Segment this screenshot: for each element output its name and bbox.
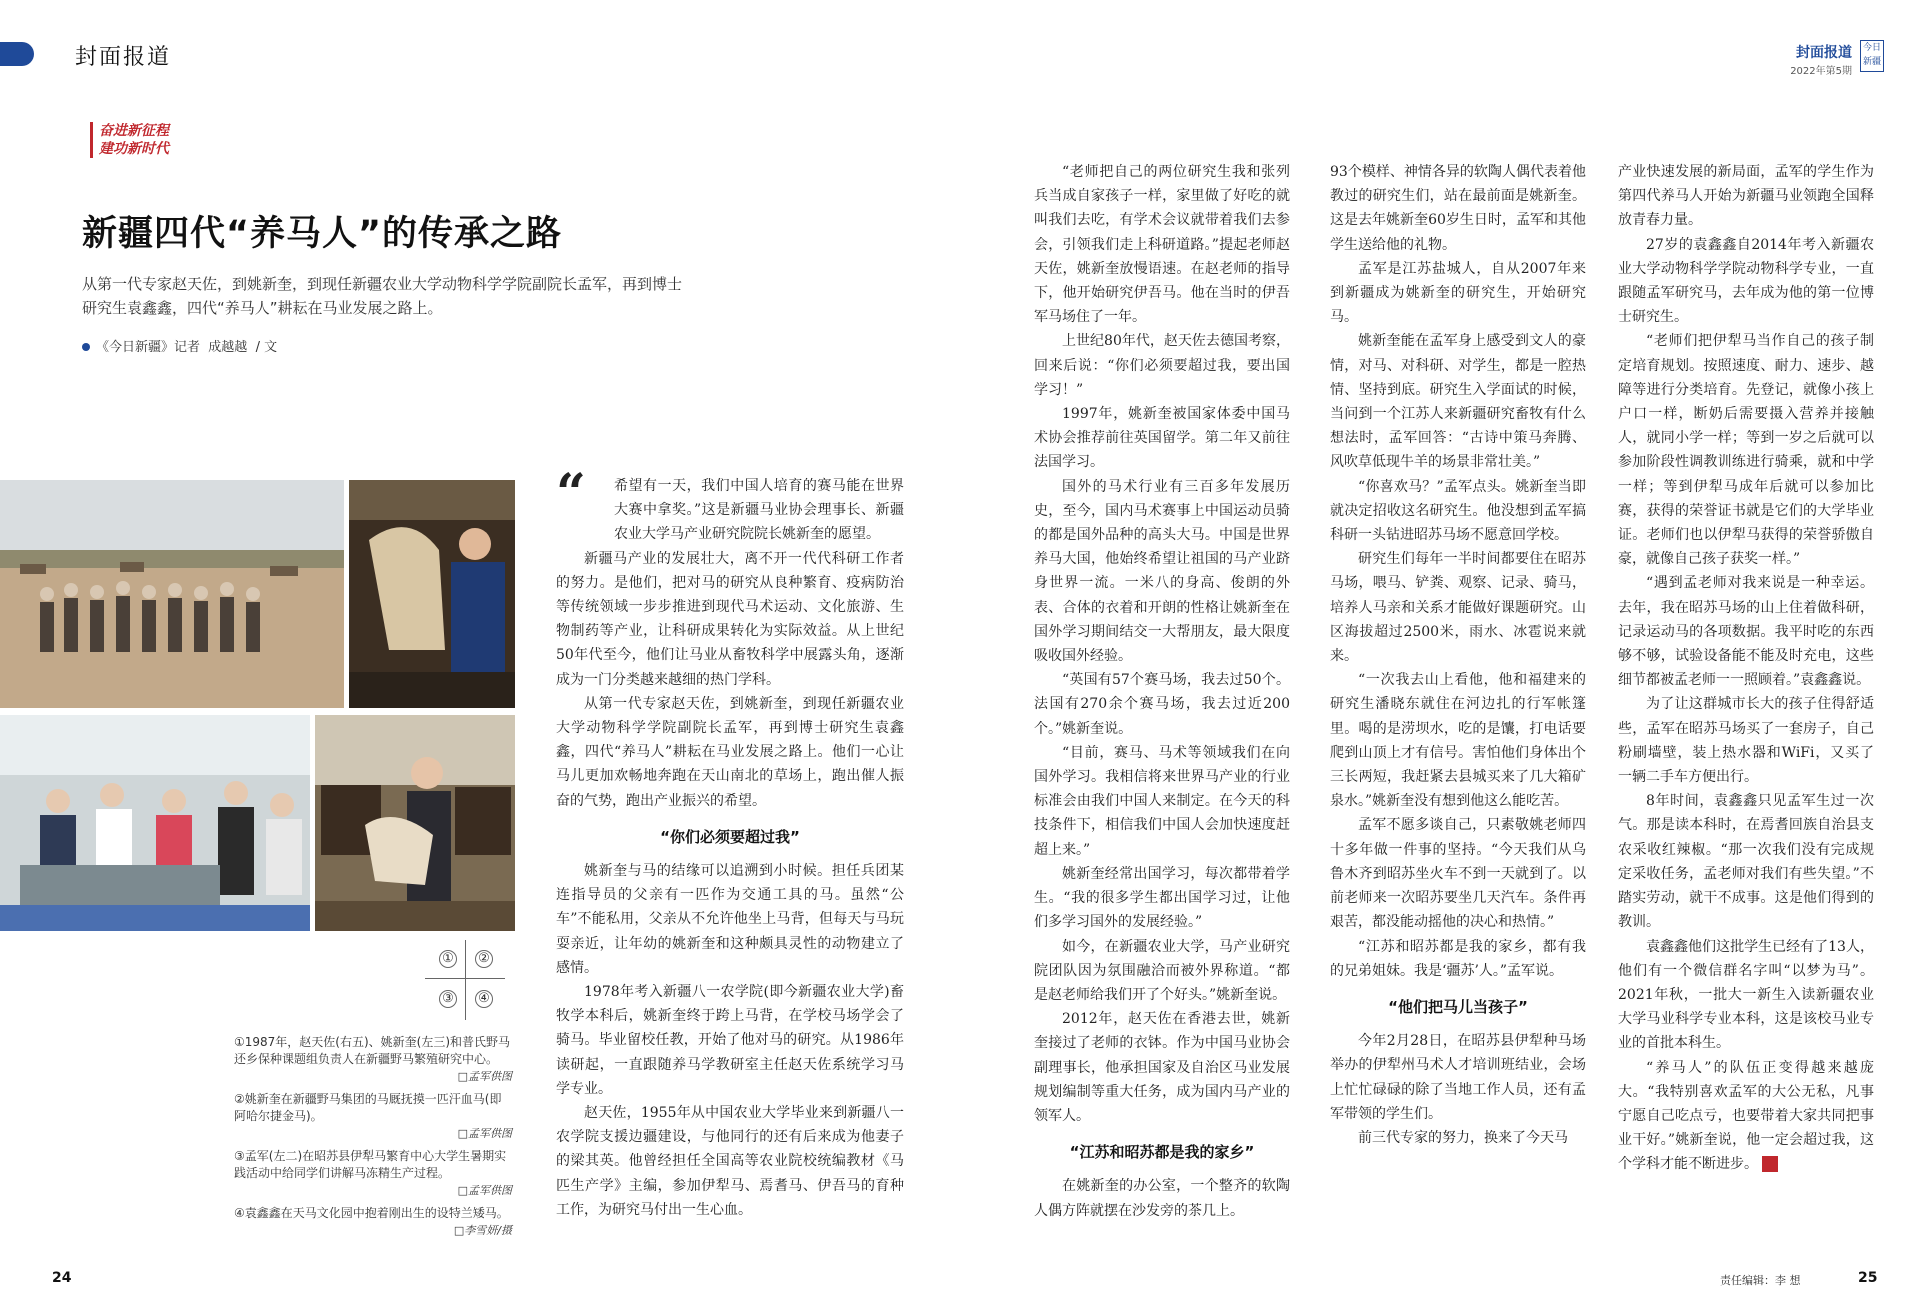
paragraph: 上世纪80年代，赵天佐去德国考察，回来后说：“你们必须要超过我，要出国学习！”: [1034, 333, 1290, 398]
caption-2-text: ②姚新奎在新疆野马集团的马厩抚摸一匹汗血马(即阿哈尔捷金马)。: [234, 1092, 502, 1123]
paragraph: 在姚新奎的办公室，一个整齐的软陶人偶方阵就摆在沙发旁的茶几上。: [1034, 1178, 1290, 1219]
caption-4-text: ④袁鑫鑫在天马文化园中抱着刚出生的设特兰矮马。: [234, 1206, 509, 1220]
photo-key: [425, 940, 505, 1020]
running-header-title: 封面报道: [1796, 45, 1852, 61]
paragraph: “目前，赛马、马术等领域我们在向国外学习。我相信将来世界马产业的行业标准会由我们中国人来制定。在今天的科技条件下，相信我们中国人会加快速度赶超上来。”: [1034, 744, 1290, 858]
byline-source: 《今日新疆》记者: [96, 340, 201, 355]
editor-credit: 责任编辑：李 想: [1720, 1274, 1801, 1287]
paragraph: 希望有一天，我们中国人培育的赛马能在世界大赛中拿奖。”这是新疆马业协会理事长、新疆农业大学马产业研究院院长姚新奎的愿望。: [614, 478, 904, 543]
paragraph: 孟军不愿多谈自己，只素敬姚老师四十多年做一件事的坚持。“今天我们从乌鲁木齐到昭苏坐火车不到一天就到了。以前老师来一次昭苏要坐几天汽车。条件再艰苦，都没能动摇他的决心和热情。”: [1330, 817, 1586, 931]
caption-1: [234, 1034, 512, 1085]
magazine-logo: 今日新疆: [1860, 40, 1884, 72]
page-number-left: 24: [52, 1270, 72, 1286]
paragraph: “一次我去山上看他，他和福建来的研究生潘晓东就住在河边扎的行军帐篷里。喝的是涝坝水，吃的是馕，打电话要爬到山顶上才有信号。害怕他们身体出个三长两短，我赶紧去县城买来了几大箱矿泉水。”姚新奎没有想到他这么能吃苦。: [1330, 672, 1586, 810]
bullet-icon: [82, 343, 90, 351]
subheading: “他们把马儿当孩子”: [1388, 997, 1528, 1016]
paragraph: “老师把自己的两位研究生我和张列兵当成自家孩子一样，家里做了好吃的就叫我们去吃，有学术会议就带着我们去参会，引领我们走上科研道路。”提起老师赵天佐，姚新奎放慢语速。在赵老师的指导下，他开始研究伊吾马。他在当时的伊吾军马场住了一年。: [1034, 164, 1290, 326]
paragraph: “英国有57个赛马场，我去过50个。法国有270余个赛马场，我去过近200个。”姚新奎说。: [1034, 672, 1290, 737]
article-lede: 从第一代专家赵天佐，到姚新奎，到现任新疆农业大学动物科学学院副院长孟军，再到博士研究生袁鑫鑫，四代“养马人”耕耘在马业发展之路上。: [82, 275, 683, 317]
section-marker: [0, 42, 34, 66]
slogan-line-1: 奋进新征程: [99, 123, 169, 139]
subheading: “江苏和昭苏都是我的家乡”: [1069, 1143, 1255, 1162]
subheading: “你们必须要超过我”: [660, 827, 800, 846]
paragraph: 前三代专家的努力，换来了今天马: [1358, 1129, 1568, 1146]
paragraph: 1997年，姚新奎被国家体委中国马术协会推荐前往英国留学。第二年又前往法国学习。: [1034, 406, 1290, 471]
paragraph: 93个模样、神情各异的软陶人偶代表着他教过的研究生们，站在最前面是姚新奎。这是去年姚新奎60岁生日时，孟军和其他学生送给他的礼物。: [1330, 164, 1586, 253]
paragraph-text: “养马人”的队伍正变得越来越庞大。“我特别喜欢孟军的大公无私，凡事宁愿自己吃点亏，也要带着大家共同把事业干好。”姚新奎说，他一定会超过我，这个学科才能不断进步。: [1618, 1059, 1874, 1173]
section-title: 封面报道: [75, 45, 172, 70]
key-2: ②: [475, 950, 493, 968]
byline-suffix: / 文: [255, 340, 278, 355]
caption-4-credit: □李雪妍/摄: [453, 1224, 512, 1237]
slogan-line-2: 建功新时代: [99, 141, 169, 157]
paragraph: 如今，在新疆农业大学，马产业研究院团队因为氛围融洽而被外界称道。“都是赵老师给我们开了个好头。”姚新奎说。: [1034, 938, 1290, 1003]
photo-captions: [234, 1034, 512, 1245]
photo-2-stable: [349, 480, 515, 708]
caption-3: [234, 1148, 512, 1199]
page-number-right: 25: [1858, 1270, 1878, 1286]
paragraph: 赵天佐，1955年从中国农业大学毕业来到新疆八一农学院支援边疆建设，与他同行的还有后来成为他妻子的梁其英。他曾经担任全国高等农业院校统编教材《马匹生产学》主编，参加伊犁马、焉耆马、伊吾马的育种工作，为研究马付出一生心血。: [556, 1105, 904, 1218]
body-column-3: [1330, 160, 1586, 1150]
end-mark-icon: J: [1762, 1156, 1778, 1172]
paragraph: [1618, 1056, 1874, 1177]
paragraph: 研究生们每年一半时间都要住在昭苏马场，喂马、铲粪、观察、记录、骑马，培养人马亲和关系才能做好课题研究。山区海拔超过2500米，雨水、冰雹说来就来。: [1330, 551, 1586, 665]
caption-4: [234, 1205, 512, 1239]
paragraph: “遇到孟老师对我来说是一种幸运。去年，我在昭苏马场的山上住着做科研，记录运动马的各项数据。我平时吃的东西够不够，试验设备能不能及时充电，这些细节都被孟老师一一照顾着。”袁鑫鑫说。: [1618, 575, 1874, 689]
caption-2-credit: □孟军供图: [457, 1127, 512, 1140]
paragraph: 今年2月28日，在昭苏县伊犁种马场举办的伊犁州马术人才培训班结业，会场上忙忙碌碌的除了当地工作人员，还有孟军带领的学生们。: [1330, 1033, 1586, 1122]
paragraph: 新疆马产业的发展壮大，离不开一代代科研工作者的努力。是他们，把对马的研究从良种繁育、疫病防治等传统领域一步步推进到现代马术运动、文化旅游、生物制药等产业，让科研成果转化为实际效益。从上世纪50年代至今，他们让马业从畜牧科学中展露头角，逐渐成为一门分类越来越细的热门学科。: [556, 550, 904, 688]
key-3: ③: [439, 990, 457, 1008]
body-column-2: [1034, 160, 1290, 1223]
body-column-1: [556, 474, 904, 1222]
paragraph: “江苏和昭苏都是我的家乡，都有我的兄弟姐妹。我是‘疆苏’人。”孟军说。: [1330, 938, 1586, 979]
byline-author: 成越越: [208, 340, 248, 355]
paragraph: 2012年，赵天佐在香港去世，姚新奎接过了老师的衣钵。作为中国马业协会副理事长，他承担国家及自治区马业发展规划编制等重大任务，成为国内马产业的领军人。: [1034, 1011, 1290, 1124]
paragraph: 孟军是江苏盐城人，自从2007年来到新疆成为姚新奎的研究生，开始研究马。: [1330, 260, 1586, 326]
paragraph: 袁鑫鑫他们这批学生已经有了13人，他们有一个微信群名字叫“以梦为马”。2021年秋，一批大一新生入读新疆农业大学马业科学专业本科，这是该校马业专业的首批本科生。: [1618, 938, 1874, 1052]
paragraph: 从第一代专家赵天佐，到姚新奎，到现任新疆农业大学动物科学学院副院长孟军，再到博士研究生袁鑫鑫，四代“养马人”耕耘在马业发展之路上。他们一心让马儿更加欢畅地奔跑在天山南北的草场上，跑出催人振奋的气势，跑出产业振兴的希望。: [556, 695, 904, 809]
paragraph: 姚新奎与马的结缘可以追溯到小时候。担任兵团某连指导员的父亲有一匹作为交通工具的马。虽然“公车”不能私用，父亲从不允许他坐上马背，但每天与马玩耍亲近，让年幼的姚新奎和这种颇具灵性的动物建立了感情。: [556, 863, 904, 976]
paragraph: 为了让这群城市长大的孩子住得舒适些，孟军在昭苏马场买了一套房子，自己粉刷墙壁，装上热水器和WiFi，又买了一辆二手车方便出行。: [1618, 696, 1874, 786]
slogan: [90, 122, 169, 158]
paragraph: 1978年考入新疆八一农学院(即今新疆农业大学)畜牧学本科后，姚新奎终于跨上马背，在学校马场学会了骑马。毕业留校任教，开始了他对马的研究。从1986年读研起，一直跟随养马学教研室主任赵天佐系统学习马学专业。: [556, 984, 904, 1097]
paragraph: 产业快速发展的新局面，孟军的学生作为第四代养马人开始为新疆马业领跑全国释放青春力量。: [1618, 164, 1874, 229]
paragraph: “老师们把伊犁马当作自己的孩子制定培育规划。按照速度、耐力、速步、越障等进行分类培育。先登记，就像小孩上户口一样，断奶后需要摄入营养并接触人，就同小学一样；等到一岁之后就可以参加阶段性调教训练进行骑乘，就和中学一样；等到伊犁马成年后就可以参加比赛，获得的荣誉证书就是它们的大学毕业证。老师们也以伊犁马获得的荣誉骄傲自豪，就像自己孩子获奖一样。”: [1618, 333, 1874, 568]
key-4: ④: [475, 990, 493, 1008]
caption-3-text: ③孟军(左二)在昭苏县伊犁马繁育中心大学生暑期实践活动中给同学们讲解马冻精生产过程。: [234, 1149, 507, 1180]
paragraph: 姚新奎能在孟军身上感受到文人的豪情，对马、对科研、对学生，都是一腔热情、坚持到底。研究生入学面试的时候，当问到一个江苏人来新疆研究畜牧有什么想法时，孟军回答：“古诗中策马奔腾、风吹草低现牛羊的场景非常壮美。”: [1330, 333, 1586, 471]
paragraph: “你喜欢马？”孟军点头。姚新奎当即就决定招收这名研究生。他没想到孟军搞科研一头钻进昭苏马场不愿意回学校。: [1330, 478, 1586, 544]
paragraph: 8年时间，袁鑫鑫只见孟军生过一次气。那是读本科时，在焉耆回族自治县支农采收红辣椒。“那一次我们没有完成规定采收任务，孟老师对我们有些失望。”不踏实劳动，就干不成事。这是他们得到的教训。: [1618, 793, 1874, 931]
running-header-issue: 2022年第5期: [1790, 66, 1852, 77]
caption-2: [234, 1091, 512, 1142]
key-1: ①: [439, 950, 457, 968]
article-headline: 新疆四代“养马人”的传承之路: [82, 214, 563, 254]
paragraph: 国外的马术行业有三百多年发展历史，至今，国内马术赛事上中国运动员骑的都是国外品种的高头大马。中国是世界养马大国，他始终希望让祖国的马产业跻身世界一流。一米八的身高、俊朗的外表、合体的衣着和开朗的性格让姚新奎在国外学习期间结交一大帮朋友，最大限度吸收国外经验。: [1034, 478, 1290, 665]
quote-mark: “: [556, 463, 586, 524]
photo-1-group: [0, 480, 344, 708]
paragraph: 27岁的袁鑫鑫自2014年考入新疆农业大学动物科学学院动物科学专业，一直跟随孟军研究马，去年成为他的第一位博士研究生。: [1618, 236, 1874, 326]
photo-4-foal: [315, 715, 515, 931]
caption-1-credit: □孟军供图: [457, 1070, 512, 1083]
photo-3-lab: [0, 715, 310, 931]
caption-3-credit: □孟军供图: [457, 1184, 512, 1197]
paragraph: 姚新奎经常出国学习，每次都带着学生。“我的很多学生都出国学习过，让他们多学习国外的发展经验。”: [1034, 865, 1290, 931]
byline: [82, 336, 277, 355]
caption-1-text: ①1987年，赵天佐(右五)、姚新奎(左三)和普氏野马还乡保种课题组负责人在新疆野马繁殖研究中心。: [234, 1035, 511, 1066]
running-header: [1790, 42, 1852, 77]
body-column-4: [1618, 160, 1874, 1177]
